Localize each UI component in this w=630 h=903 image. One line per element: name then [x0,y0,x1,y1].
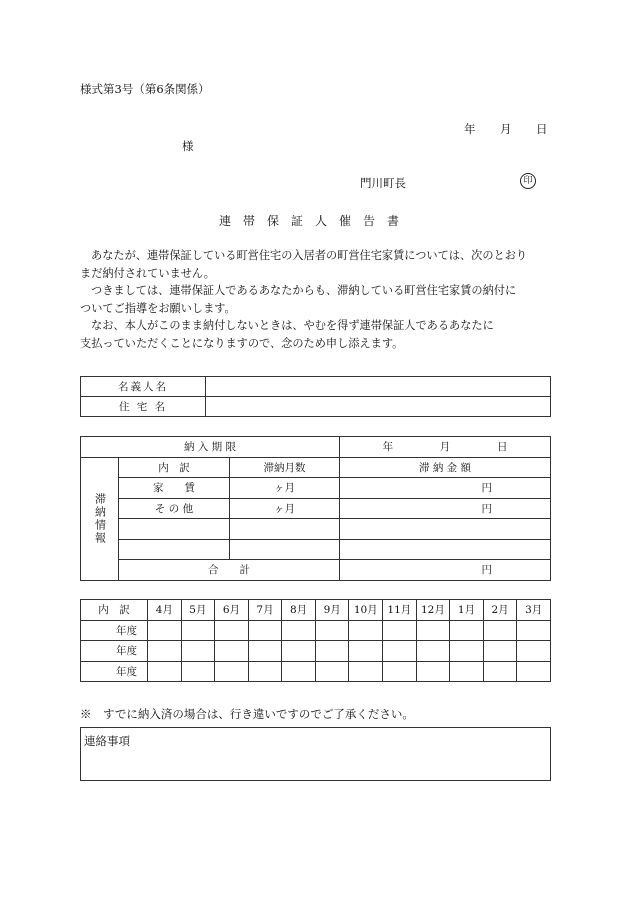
month-value[interactable] [483,620,517,641]
blank-cell[interactable] [340,519,551,540]
header-item: 内 訳 [119,457,230,478]
month-value[interactable] [349,661,383,682]
contact-label: 連絡事項 [84,734,130,748]
table-row [81,457,551,478]
form-number: 様式第3号（第6条関係） [80,82,210,96]
month-value[interactable] [416,661,450,682]
table-row [81,560,551,581]
month-value[interactable] [383,641,417,662]
side-label-text: 滞納情報 [93,492,107,545]
row-months[interactable]: ヶ月 [230,498,340,519]
month-cell: 7月 [248,600,282,621]
month-cell: 12月 [416,600,450,621]
arrears-table [80,436,551,581]
due-month: 月 [439,441,451,454]
contact-box[interactable] [80,727,551,781]
issuer-name: 門川町長 [360,176,406,190]
month-value[interactable] [181,661,215,682]
fiscal-year-label: 年度 [81,661,148,682]
month-cell: 10月 [349,600,383,621]
header-months: 滞納月数 [230,457,340,478]
row-amount[interactable]: 円 [340,498,551,519]
month-cell: 4月 [148,600,182,621]
month-value[interactable] [282,620,316,641]
blank-cell[interactable] [230,539,340,560]
seal-mark: 印 [520,173,536,189]
table-row [81,641,551,662]
housing-value[interactable] [206,397,551,417]
month-cell: 5月 [181,600,215,621]
holder-table [80,376,551,417]
total-amount[interactable]: 円 [340,560,551,581]
body-line: つきましては、連帯保証人であるあなたからも、滞納している町営住宅家賃の納付に [91,284,517,297]
fiscal-year-label: 年度 [81,620,148,641]
month-cell: 8月 [282,600,316,621]
row-amount[interactable]: 円 [340,478,551,499]
month-value[interactable] [450,661,484,682]
month-value[interactable] [349,641,383,662]
month-value[interactable] [450,641,484,662]
recipient-honorific: 様 [182,139,194,153]
body-line: なお、本人がこのまま納付しないときは、やむを得ず連帯保証人であるあなたに [91,319,494,332]
month-value[interactable] [416,620,450,641]
month-value[interactable] [416,641,450,662]
table-row [81,600,551,621]
body-line: 支払っていただくことになりますので、念のため申し添えます。 [80,336,404,350]
table-row [81,498,551,519]
name-label: 名義人名 [81,377,206,397]
notice-text: ※ すでに納入済の場合は、行き違いですのでご了承ください。 [80,707,414,721]
month-value[interactable] [148,661,182,682]
blank-cell[interactable] [230,519,340,540]
date-month: 月 [500,122,512,136]
month-cell: 6月 [215,600,249,621]
month-value[interactable] [215,661,249,682]
arrears-side-label [81,457,119,580]
month-cell: 2月 [483,600,517,621]
body-line: まだ納付されていません。 [80,266,215,280]
monthly-header: 内 訳 [81,600,148,621]
header-amount: 滞 納 金 額 [340,457,551,478]
month-value[interactable] [315,661,349,682]
month-value[interactable] [517,661,551,682]
month-value[interactable] [181,620,215,641]
table-row [81,397,551,417]
due-label: 納 入 期 限 [81,437,340,458]
table-row [81,620,551,641]
month-value[interactable] [450,620,484,641]
body-text [80,247,560,352]
month-value[interactable] [383,661,417,682]
row-months[interactable]: ヶ月 [230,478,340,499]
table-row [81,478,551,499]
blank-cell[interactable] [119,539,230,560]
month-value[interactable] [483,661,517,682]
month-value[interactable] [315,620,349,641]
total-label: 合 計 [119,560,340,581]
row-item: 家 賃 [119,478,230,499]
month-value[interactable] [248,620,282,641]
month-value[interactable] [349,620,383,641]
month-value[interactable] [517,620,551,641]
month-value[interactable] [148,620,182,641]
month-value[interactable] [148,641,182,662]
table-row [81,519,551,540]
month-value[interactable] [215,620,249,641]
table-row [81,377,551,397]
month-value[interactable] [248,661,282,682]
month-value[interactable] [315,641,349,662]
month-value[interactable] [215,641,249,662]
month-value[interactable] [383,620,417,641]
blank-cell[interactable] [119,519,230,540]
month-value[interactable] [282,641,316,662]
date-day: 日 [536,122,548,136]
fiscal-year-label: 年度 [81,641,148,662]
month-value[interactable] [248,641,282,662]
housing-label: 住 宅 名 [81,397,206,417]
month-cell: 11月 [383,600,417,621]
body-line: あなたが、連帯保証している町営住宅の入居者の町営住宅家賃については、次のとおり [91,249,528,262]
month-value[interactable] [483,641,517,662]
date-year: 年 [464,122,476,136]
row-item: そ の 他 [119,498,230,519]
month-value[interactable] [181,641,215,662]
name-value[interactable] [206,377,551,397]
blank-cell[interactable] [340,539,551,560]
body-line: ついてご指導をお願いします。 [80,301,236,315]
month-cell: 1月 [450,600,484,621]
month-cell: 9月 [315,600,349,621]
due-value[interactable] [340,437,551,458]
table-row [81,661,551,682]
date-line [464,121,572,137]
document-title: 連帯保証人催告書 [218,214,411,228]
due-year: 年 [382,441,394,454]
month-value[interactable] [282,661,316,682]
due-day: 日 [496,441,508,454]
table-row [81,539,551,560]
table-row [81,437,551,458]
monthly-table [80,599,551,682]
month-cell: 3月 [517,600,551,621]
month-value[interactable] [517,641,551,662]
